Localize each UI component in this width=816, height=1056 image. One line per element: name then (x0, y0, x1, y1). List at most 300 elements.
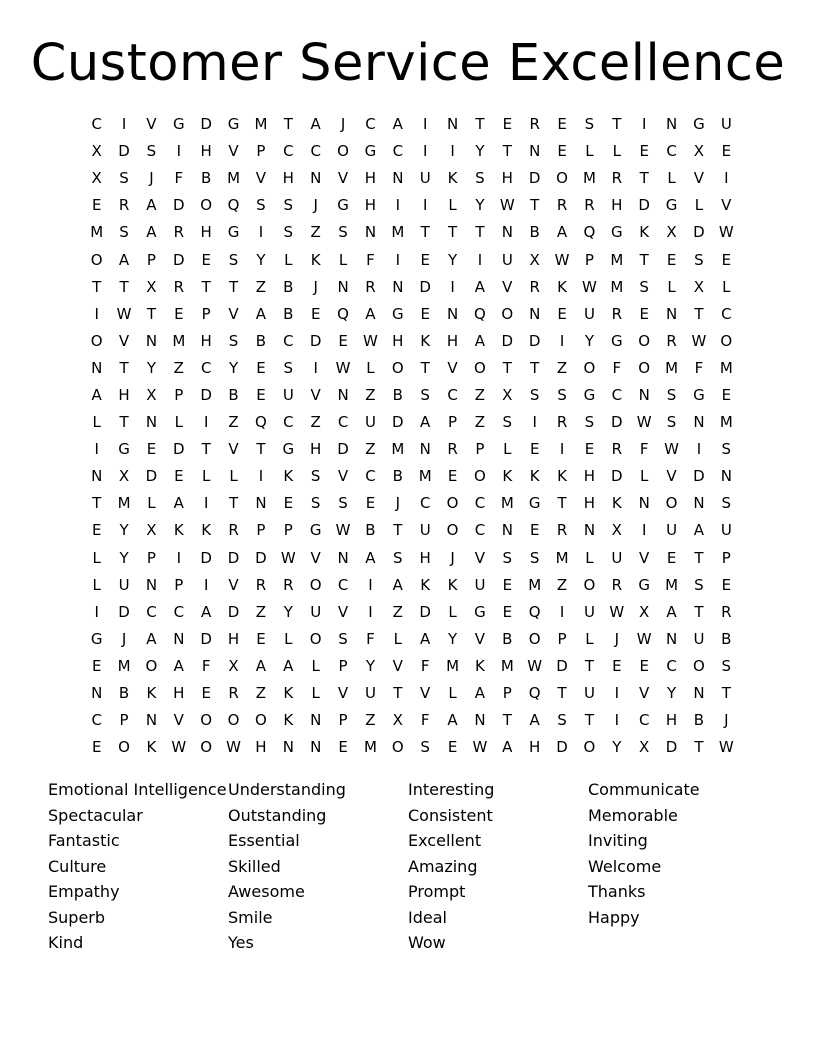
grid-letter: T (92, 277, 102, 296)
grid-letter: S (228, 250, 239, 269)
grid-letter: K (420, 331, 431, 350)
grid-letter: I (368, 575, 373, 594)
grid-letter: E (529, 440, 540, 459)
grid-letter: K (201, 521, 212, 540)
grid-letter: N (337, 277, 349, 296)
grid-letter: E (338, 331, 348, 350)
grid-letter: M (172, 331, 186, 350)
grid-letter: E (201, 684, 211, 703)
grid-letter: F (694, 358, 704, 377)
grid-letter: W (363, 331, 378, 350)
grid-letter: W (499, 196, 515, 215)
grid-letter: R (365, 277, 376, 296)
grid-letter: V (118, 331, 130, 350)
word-column (48, 777, 228, 956)
grid-letter: Z (556, 358, 568, 377)
grid-letter: R (611, 169, 623, 188)
grid-letter: H (200, 223, 212, 242)
grid-letter: T (283, 115, 293, 134)
grid-letter: A (420, 413, 431, 432)
grid-letter: E (639, 656, 649, 675)
grid-letter: G (173, 115, 185, 134)
grid-letter: R (228, 521, 239, 540)
grid-letter: D (200, 385, 212, 404)
grid-letter: V (255, 169, 267, 188)
page-title: Customer Service Excellence (30, 34, 786, 93)
grid-letter: E (174, 304, 184, 323)
grid-letter: K (447, 169, 458, 188)
grid-letter: D (309, 331, 322, 350)
grid-letter: R (283, 575, 294, 594)
grid-letter: H (310, 440, 322, 459)
grid-letter: Z (310, 413, 321, 432)
grid-letter: U (282, 385, 294, 404)
grid-letter: O (200, 738, 213, 757)
grid-letter: B (283, 304, 294, 323)
grid-letter: I (641, 115, 647, 134)
grid-letter: O (337, 142, 349, 161)
grid-letter: K (502, 467, 513, 486)
grid-letter: O (474, 467, 486, 486)
grid-letter: Z (255, 684, 267, 703)
grid-letter: O (583, 738, 596, 757)
grid-letter: I (614, 684, 620, 703)
word-column (228, 777, 408, 956)
grid-letter: N (501, 223, 513, 242)
grid-letter: Y (612, 738, 622, 757)
grid-letter: J (450, 548, 455, 567)
grid-letter: D (392, 413, 404, 432)
grid-letter: R (447, 440, 458, 459)
grid-letter: A (310, 115, 321, 134)
grid-letter: U (474, 575, 486, 594)
grid-letter: L (92, 575, 101, 594)
grid-letter: E (721, 250, 732, 269)
grid-row (83, 517, 740, 544)
grid-letter: R (584, 196, 595, 215)
grid-letter: T (721, 684, 731, 703)
grid-letter: P (338, 656, 348, 675)
grid-letter: E (146, 440, 157, 459)
grid-row (83, 490, 740, 517)
word-column (588, 777, 768, 956)
grid-letter: G (693, 115, 705, 134)
grid-letter: S (502, 548, 513, 567)
grid-letter: C (666, 142, 677, 161)
grid-row (83, 463, 740, 490)
grid-letter: H (364, 196, 377, 215)
word-item: Inviting (588, 831, 648, 850)
grid-row (83, 436, 740, 463)
word-item: Ideal (408, 907, 447, 927)
grid-letter: S (119, 223, 129, 242)
grid-letter: G (665, 196, 678, 215)
grid-letter: G (90, 629, 103, 648)
grid-letter: C (419, 494, 431, 513)
word-item: Prompt (408, 882, 466, 901)
grid-letter: S (338, 494, 348, 513)
grid-letter: Y (475, 142, 485, 161)
grid-letter: N (446, 304, 459, 323)
grid-letter: B (201, 169, 212, 188)
grid-letter: R (611, 304, 623, 323)
grid-letter: E (91, 521, 102, 540)
grid-letter: D (173, 196, 185, 215)
grid-letter: L (448, 196, 457, 215)
grid-letter: E (721, 575, 732, 594)
grid-letter: L (585, 142, 594, 161)
grid-letter: D (145, 467, 158, 486)
grid-letter: F (174, 169, 184, 188)
grid-letter: D (118, 602, 130, 621)
grid-letter: I (395, 196, 401, 215)
grid-letter: E (447, 467, 458, 486)
grid-letter: S (529, 548, 540, 567)
grid-letter: H (529, 738, 541, 757)
grid-letter: I (450, 277, 455, 296)
grid-letter: S (694, 250, 704, 269)
grid-letter: S (146, 142, 157, 161)
grid-letter: I (559, 602, 565, 621)
grid-row (83, 572, 740, 599)
grid-letter: H (255, 738, 267, 757)
grid-letter: T (502, 358, 512, 377)
grid-letter: T (584, 711, 595, 730)
grid-letter: R (611, 440, 623, 459)
word-item: Awesome (228, 882, 305, 901)
grid-letter: V (502, 277, 513, 296)
grid-letter: L (393, 629, 402, 648)
grid-letter: R (721, 602, 732, 621)
grid-row (83, 138, 740, 165)
grid-letter: D (611, 467, 623, 486)
grid-letter: D (556, 656, 568, 675)
grid-letter: N (638, 494, 650, 513)
grid-letter: K (611, 494, 622, 513)
grid-row (83, 328, 740, 355)
grid-letter: Z (228, 413, 239, 432)
grid-letter: Z (474, 385, 486, 404)
grid-letter: X (639, 602, 650, 621)
grid-letter: U (611, 548, 623, 567)
grid-letter: D (173, 440, 185, 459)
grid-letter: G (611, 331, 623, 350)
grid-letter: S (393, 548, 403, 567)
grid-letter: S (283, 358, 294, 377)
grid-letter: S (119, 169, 129, 188)
grid-letter: T (639, 250, 649, 269)
grid-letter: O (391, 738, 404, 757)
grid-letter: V (146, 115, 157, 134)
word-item: Wow (408, 933, 446, 952)
grid-letter: A (420, 629, 431, 648)
grid-letter: A (474, 331, 486, 350)
grid-letter: L (448, 684, 457, 703)
word-item: Memorable (588, 805, 678, 825)
grid-letter: N (638, 385, 650, 404)
grid-letter: Z (365, 711, 376, 730)
grid-letter: P (502, 684, 512, 703)
grid-letter: I (258, 467, 264, 486)
grid-letter: L (229, 467, 238, 486)
grid-letter: P (174, 575, 184, 594)
grid-letter: T (119, 413, 129, 432)
grid-letter: J (340, 115, 346, 134)
grid-letter: M (500, 656, 514, 675)
grid-letter: O (391, 358, 404, 377)
grid-letter: T (475, 115, 485, 134)
grid-letter: L (92, 548, 101, 567)
grid-row (83, 545, 740, 572)
grid-letter: Q (227, 196, 240, 215)
grid-letter: M (610, 250, 624, 269)
grid-letter: N (310, 711, 322, 730)
grid-letter: I (203, 575, 209, 594)
grid-letter: F (201, 656, 211, 675)
grid-letter: S (338, 629, 348, 648)
grid-letter: H (501, 169, 513, 188)
grid-letter: N (91, 684, 103, 703)
grid-letter: H (282, 169, 294, 188)
grid-letter: N (145, 331, 158, 350)
grid-letter: D (528, 169, 541, 188)
grid-letter: Y (146, 358, 157, 377)
grid-letter: I (94, 304, 99, 323)
grid-letter: M (665, 575, 679, 594)
grid-letter: N (474, 711, 486, 730)
grid-letter: H (392, 331, 404, 350)
grid-letter: D (227, 602, 240, 621)
grid-letter: I (641, 521, 647, 540)
grid-letter: T (92, 494, 102, 513)
grid-letter: O (665, 494, 678, 513)
grid-letter: K (420, 575, 431, 594)
grid-letter: D (337, 440, 349, 459)
word-item: Outstanding (228, 805, 327, 825)
grid-letter: X (228, 656, 239, 675)
grid-letter: T (502, 142, 512, 161)
grid-letter: P (119, 711, 129, 730)
grid-letter: K (475, 656, 485, 675)
grid-letter: M (418, 467, 432, 486)
grid-letter: N (392, 277, 404, 296)
grid-letter: Y (447, 250, 458, 269)
grid-letter: V (337, 602, 349, 621)
grid-letter: T (420, 358, 430, 377)
grid-letter: V (693, 169, 705, 188)
grid-letter: N (529, 142, 541, 161)
grid-letter: T (228, 494, 239, 513)
grid-letter: I (422, 142, 428, 161)
grid-letter: C (337, 575, 349, 594)
grid-letter: G (227, 115, 240, 134)
grid-letter: N (693, 413, 705, 432)
grid-letter: U (583, 304, 595, 323)
grid-letter: M (363, 738, 377, 757)
grid-letter: T (530, 196, 540, 215)
grid-letter: K (146, 738, 157, 757)
grid-letter: N (282, 738, 294, 757)
grid-letter: W (636, 413, 652, 432)
grid-letter: E (91, 196, 102, 215)
grid-letter: Z (365, 440, 376, 459)
word-list (48, 777, 768, 956)
grid-letter: P (256, 142, 266, 161)
grid-letter: U (310, 602, 322, 621)
grid-letter: I (203, 413, 209, 432)
grid-letter: F (420, 711, 430, 730)
grid-letter: O (556, 169, 568, 188)
grid-letter: L (667, 169, 676, 188)
grid-letter: E (529, 521, 540, 540)
grid-letter: Z (310, 223, 321, 242)
grid-row (83, 409, 740, 436)
grid-letter: B (255, 331, 267, 350)
grid-letter: A (666, 602, 677, 621)
grid-letter: N (337, 385, 349, 404)
grid-letter: M (719, 413, 733, 432)
grid-letter: V (228, 142, 239, 161)
word-item: Welcome (588, 856, 662, 876)
grid-letter: M (391, 223, 405, 242)
grid-row (83, 192, 740, 219)
grid-letter: T (201, 277, 211, 296)
grid-letter: A (118, 250, 130, 269)
grid-letter: V (228, 575, 239, 594)
grid-letter: M (117, 494, 131, 513)
grid-letter: T (393, 684, 403, 703)
grid-letter: D (638, 196, 650, 215)
grid-letter: W (472, 738, 488, 757)
word-item: Understanding (228, 780, 346, 799)
grid-letter: W (718, 223, 734, 242)
grid-letter: S (529, 385, 540, 404)
grid-row (83, 165, 740, 192)
grid-letter: I (94, 602, 99, 621)
grid-letter: S (502, 413, 513, 432)
grid-letter: S (310, 494, 321, 513)
grid-letter: L (667, 277, 676, 296)
grid-letter: B (721, 629, 732, 648)
grid-letter: Q (255, 413, 267, 432)
grid-letter: A (255, 304, 267, 323)
grid-letter: L (503, 440, 512, 459)
grid-letter: E (283, 494, 294, 513)
grid-letter: Z (392, 602, 403, 621)
grid-letter: O (309, 575, 322, 594)
grid-letter: T (557, 494, 567, 513)
grid-letter: E (557, 304, 567, 323)
grid-letter: M (117, 656, 131, 675)
grid-letter: P (174, 385, 184, 404)
grid-letter: I (313, 358, 318, 377)
grid-letter: R (666, 331, 677, 350)
grid-letter: V (228, 304, 239, 323)
grid-letter: Z (365, 385, 376, 404)
grid-row (83, 653, 740, 680)
grid-letter: K (529, 467, 540, 486)
grid-letter: W (609, 602, 625, 621)
grid-letter: G (583, 385, 596, 404)
grid-letter: W (116, 304, 132, 323)
grid-letter: C (474, 521, 486, 540)
grid-letter: N (529, 304, 541, 323)
grid-letter: D (227, 548, 240, 567)
grid-letter: M (391, 440, 405, 459)
grid-letter: K (173, 521, 184, 540)
grid-letter: L (311, 684, 320, 703)
grid-letter: D (419, 602, 431, 621)
grid-letter: L (366, 358, 375, 377)
grid-letter: M (90, 223, 104, 242)
grid-letter: X (502, 385, 513, 404)
grid-letter: E (420, 250, 430, 269)
grid-letter: X (666, 223, 677, 242)
grid-letter: S (721, 656, 732, 675)
grid-letter: P (584, 250, 594, 269)
grid-letter: S (228, 331, 239, 350)
word-item: Culture (48, 856, 107, 876)
grid-letter: K (310, 250, 321, 269)
word-item: Consistent (408, 805, 493, 825)
grid-row (83, 355, 740, 382)
grid-letter: H (200, 331, 212, 350)
grid-letter: P (557, 629, 567, 648)
grid-letter: H (583, 467, 596, 486)
grid-letter: S (420, 738, 430, 757)
grid-letter: Z (474, 413, 486, 432)
grid-letter: J (313, 196, 318, 215)
grid-letter: V (310, 548, 321, 567)
grid-letter: X (611, 521, 622, 540)
grid-letter: H (446, 331, 459, 350)
grid-letter: S (721, 494, 732, 513)
grid-letter: I (395, 250, 401, 269)
grid-letter: M (446, 656, 460, 675)
grid-letter: C (392, 142, 404, 161)
grid-letter: D (200, 548, 212, 567)
grid-letter: J (724, 711, 729, 730)
grid-letter: O (446, 521, 459, 540)
grid-letter: X (146, 277, 157, 296)
grid-letter: E (721, 385, 732, 404)
grid-letter: D (693, 467, 705, 486)
grid-letter: U (364, 413, 376, 432)
grid-letter: W (554, 250, 570, 269)
grid-letter: E (256, 385, 266, 404)
grid-letter: N (145, 413, 158, 432)
grid-letter: Q (474, 304, 486, 323)
grid-letter: O (145, 656, 158, 675)
grid-letter: R (529, 115, 540, 134)
grid-letter: I (450, 142, 455, 161)
word-item: Interesting (408, 780, 495, 799)
word-column (408, 777, 588, 956)
grid-row (83, 274, 740, 301)
grid-letter: I (368, 602, 373, 621)
grid-letter: N (255, 494, 267, 513)
grid-letter: L (448, 602, 457, 621)
grid-letter: F (612, 358, 622, 377)
grid-letter: T (119, 277, 129, 296)
grid-letter: H (200, 142, 212, 161)
grid-letter: G (227, 223, 240, 242)
grid-letter: E (420, 304, 430, 323)
grid-row (83, 246, 740, 273)
grid-letter: C (283, 142, 294, 161)
grid-letter: C (611, 385, 623, 404)
grid-letter: Q (528, 684, 541, 703)
